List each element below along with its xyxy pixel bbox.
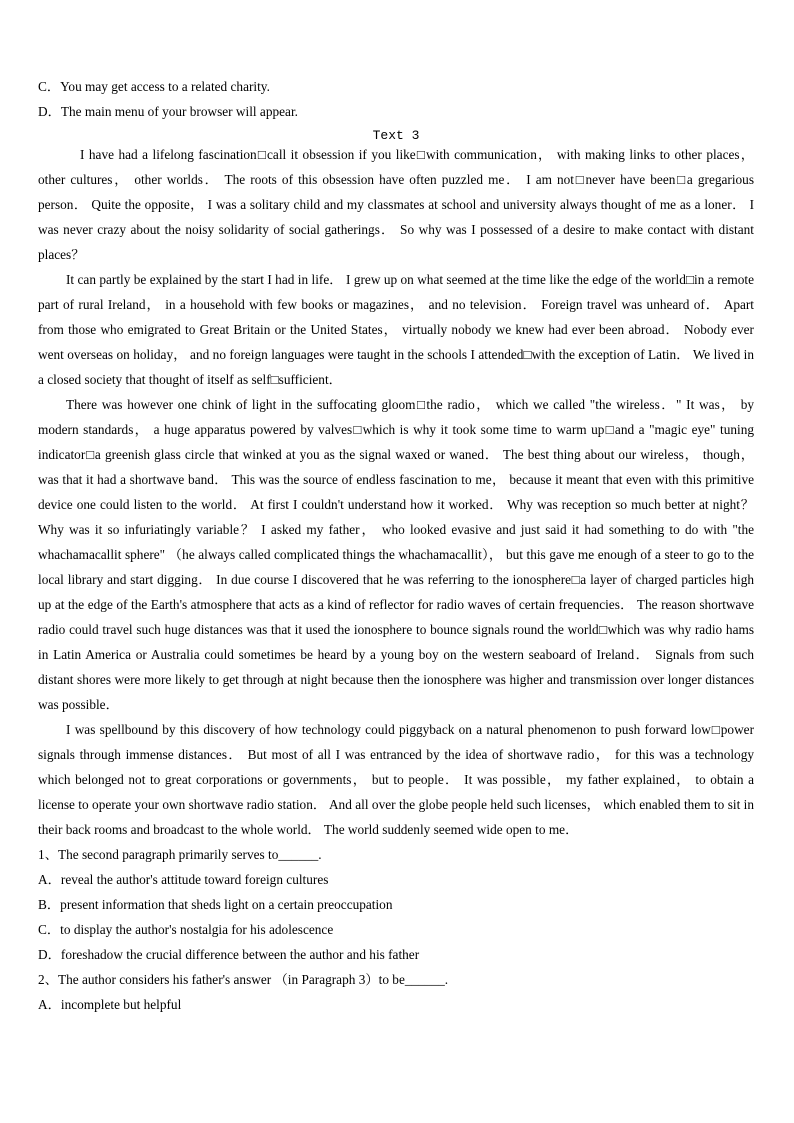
question-1-option-c: C．to display the author's nostalgia for his adolescence: [38, 922, 334, 937]
question-1-option-b: B．present information that sheds light on a certain preoccupation: [38, 897, 393, 912]
paragraph-1: I have had a lifelong fascination□call it obsession if you like□with communication， with making links to other places， other cultures， other worlds． The roots of this obsession have often puzzled me． I am not□never have been□a gregarious person． Quite the opposite， I was a solitary child and my classmates at school and university always thought of me as a loner． I was never crazy about the noisy solidarity of social gatherings． So why was I possessed of a desire to make contact with distant places？: [38, 147, 754, 262]
question-1-option-d: D．foreshadow the crucial difference between the author and his father: [38, 947, 420, 962]
option-c-line: C．You may get access to a related charity.: [38, 79, 270, 94]
question-2-option-a: A．incomplete but helpful: [38, 997, 182, 1012]
paragraph-3: There was however one chink of light in the suffocating gloom□the radio， which we called "the wireless．" It was， by modern standards， a huge apparatus powered by valves□which is why it took some time to warm up□and a "magic eye" tuning indicator□a greenish glass circle that winked at you as the signal waxed or waned． The best thing about our wireless， though， was that it had a shortwave band． This was the source of endless fascination to me， because it meant that even with this primitive device one could listen to the world． At first I couldn't understand how it worked． Why was reception so much better at night？ Why was it so infuriatingly variable？ I asked my father， who looked evasive and just said it had something to do with "the whachamacallit sphere" （he always called complicated things the whachamacallit）， but this gave me enough of a steer to go to the local library and start digging． In due course I discovered that he was referring to the ionosphere□a layer of charged particles high up at the edge of the Earth's atmosphere that acts as a kind of reflector for radio waves of certain frequencies． The reason shortwave radio could travel such huge distances was that it used the ionosphere to bounce signals round the world□which was why radio hams in Latin America or Australia could sometimes be heard by a young boy on the western seaboard of Ireland． Signals from such distant shores were more likely to get through at night because then the ionosphere was higher and transmission over longer distances was possible．: [38, 397, 754, 712]
paragraph-4: I was spellbound by this discovery of how technology could piggyback on a natural phenomenon to push forward low□power signals through immense distances． But most of all I was entranced by the idea of shortwave radio， for this was a technology which belonged not to great corporations or governments， but to people． It was possible， my father explained， to obtain a license to operate your own shortwave radio station． And all over the globe people held such licenses， which enabled them to sit in their back rooms and broadcast to the whole world． The world suddenly seemed wide open to me．: [38, 722, 754, 837]
question-1-stem: 1、The second paragraph primarily serves to______.: [38, 847, 322, 862]
question-2-stem: 2、The author considers his father's answer （in Paragraph 3）to be______.: [38, 972, 449, 987]
paragraph-2: It can partly be explained by the start I had in life． I grew up on what seemed at the time like the edge of the world□in a remote part of rural Ireland， in a household with few books or magazines， and no television． Foreign travel was unheard of． Apart from those who emigrated to Great Britain or the United States， virtually nobody we knew had ever been abroad． Nobody ever went overseas on holiday， and no foreign languages were taught in the schools I attended□with the exception of Latin． We lived in a closed society that thought of itself as self□sufficient．: [38, 272, 754, 387]
question-1-option-a: A．reveal the author's attitude toward foreign cultures: [38, 872, 329, 887]
text-title: Text 3: [372, 128, 420, 143]
document-page: [38, 74, 754, 1017]
option-d-line: D．The main menu of your browser will appear.: [38, 104, 298, 119]
